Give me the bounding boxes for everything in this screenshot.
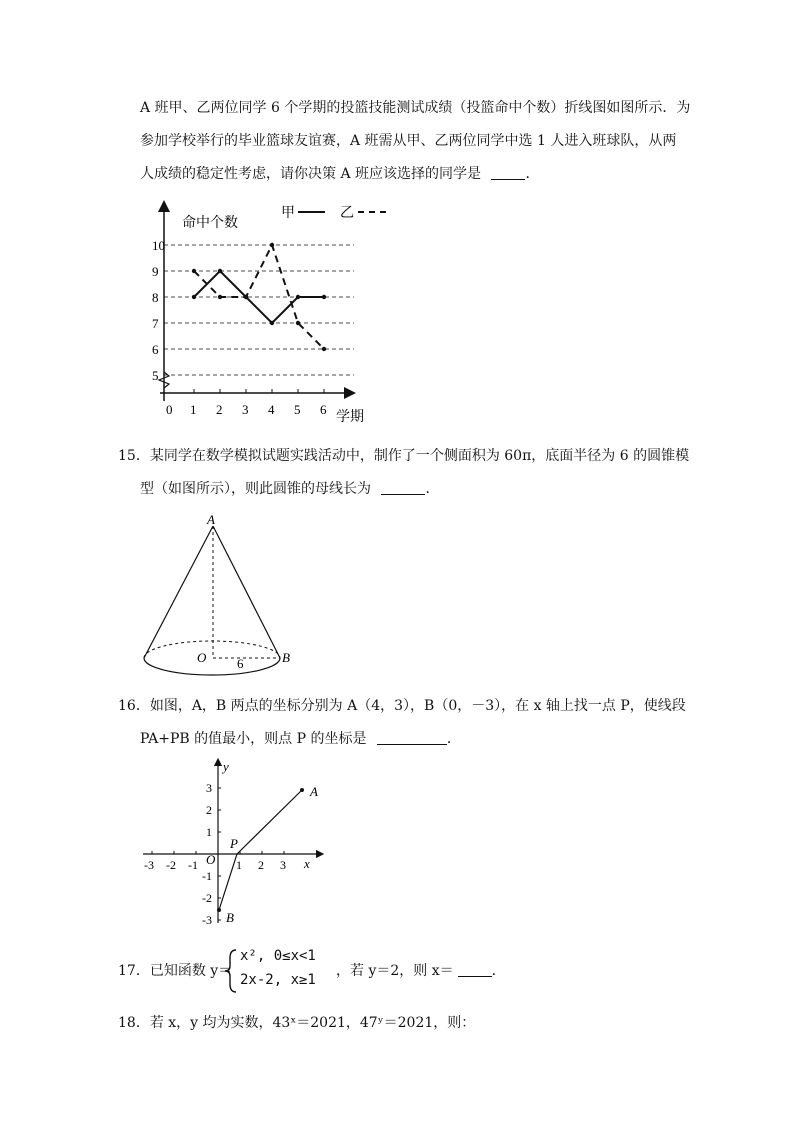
x-tick-2: 2 [216,402,223,417]
x-tick-5: 5 [294,402,301,417]
series-jia-point-4 [270,321,274,325]
x-tick-3: 3 [242,402,249,417]
coord-x-label: x [304,856,310,871]
coord-origin-label: O [206,852,216,867]
coord-y-tick-2: 2 [206,803,212,817]
coordinate-figure [140,758,340,928]
cone-base-front [144,658,280,675]
q17-suffix-text: ，若 y＝2，则 x＝ [336,963,454,979]
answer-blank-17[interactable] [458,962,492,977]
point-a-label: A [310,784,318,799]
series-yi-point-3 [244,295,248,299]
y-tick-9: 9 [152,264,159,279]
answer-blank-14[interactable] [491,165,525,180]
cone-figure [138,512,308,672]
piecewise-brace [224,948,238,994]
coord-y-tick--1: -1 [202,869,212,883]
question-14 [140,92,690,191]
line-chart [150,200,400,430]
series-jia-point-2 [218,269,222,273]
cone-radius-label: 6 [237,656,244,671]
x-tick-1: 1 [190,402,197,417]
x-tick-0: 0 [166,402,173,417]
q17-case-1: x², 0≤x<1 [240,948,316,964]
coord-x-tick--1: -1 [188,858,198,872]
coord-x-tick-3: 3 [280,858,286,872]
series-yi-point-1 [192,269,196,273]
y-tick-6: 6 [152,342,159,357]
cone-right-slant [213,526,280,658]
x-tick-4: 4 [268,402,275,417]
q17-case-2: 2x-2, x≥1 [240,972,316,988]
q16-line-2-text: PA+PB 的值最小，则点 P 的坐标是 [140,731,367,747]
q15-line-2 [118,473,689,506]
coord-x-tick-1: 1 [236,858,242,872]
y-tick-10: 10 [152,238,165,253]
segment-pb [219,854,237,910]
q14-line-3 [140,158,690,191]
question-15 [118,440,689,506]
y-tick-7: 7 [152,316,159,331]
cone-label-a: A [207,512,215,527]
q17-prefix: 17．已知函数 y＝ [118,963,233,979]
q16-line-1: 16．如图，A，B 两点的坐标分别为 A（4，3），B（0，－3），在 x 轴上找一点 P，使线段 [118,698,686,714]
answer-blank-15[interactable] [381,480,425,495]
x-tick-6: 6 [320,402,327,417]
coord-y-tick--3: -3 [202,913,212,927]
series-jia-point-6 [322,295,326,299]
series-yi-point-5 [296,321,300,325]
q15-line-2-end: ． [425,481,440,497]
q14-line-3-end: ． [525,166,540,182]
coord-y-tick-3: 3 [206,781,212,795]
answer-blank-16[interactable] [377,730,447,745]
q16-line-2-end: ． [446,731,461,747]
series-yi-point-6 [322,347,326,351]
series-yi-point-2 [218,295,222,299]
coord-x-tick-2: 2 [258,858,264,872]
chart-y-label: 命中个数 [182,215,238,231]
point-p-label: P [230,836,238,851]
question-18: 18．若 x，y 均为实数，43ˣ＝2021，47ʸ＝2021，则： [118,1015,476,1031]
series-yi-point-4 [270,243,274,247]
q16-line-2 [118,723,686,756]
series-jia-point-5 [296,295,300,299]
q17-suffix [336,960,506,980]
cone-base-back [144,641,280,658]
q17-end: ． [491,963,506,979]
question-16 [118,690,686,756]
coord-y-label: y [223,759,229,774]
q14-line-1: A 班甲、乙两位同学 6 个学期的投篮技能测试成绩（投篮命中个数）折线图如图所示．为 [140,100,691,116]
series-jia-point-1 [192,295,196,299]
q15-line-1: 15．某同学在数学模拟试题实践活动中，制作了一个侧面积为 60π，底面半径为 6 的圆锥模 [118,448,690,464]
chart-x-label: 学期 [336,409,364,425]
cone-left-slant [144,526,213,658]
cone-label-b: B [282,650,290,665]
coord-y-tick--2: -2 [202,891,212,905]
point-a [300,788,304,792]
y-tick-8: 8 [152,290,159,305]
coord-x-tick--2: -2 [166,858,176,872]
cone-label-o: O [197,650,207,665]
y-tick-5: 5 [152,368,159,383]
q14-line-3-text: 人成绩的稳定性考虑，请你决策 A 班应该选择的同学是 [140,166,482,182]
q15-line-2-text: 型（如图所示），则此圆锥的母线长为 [140,481,371,497]
point-b-label: B [226,910,234,925]
legend-yi-label: 乙 [340,205,354,221]
segment-pa [237,790,302,854]
legend-jia-label: 甲 [281,205,295,221]
point-b [217,908,221,912]
coord-y-tick-1: 1 [206,825,212,839]
coord-x-tick--3: -3 [144,858,154,872]
q14-line-2: 参加学校举行的毕业篮球友谊赛，A 班需从甲、乙两位同学中选 1 人进入班球队，从两 [140,133,677,149]
